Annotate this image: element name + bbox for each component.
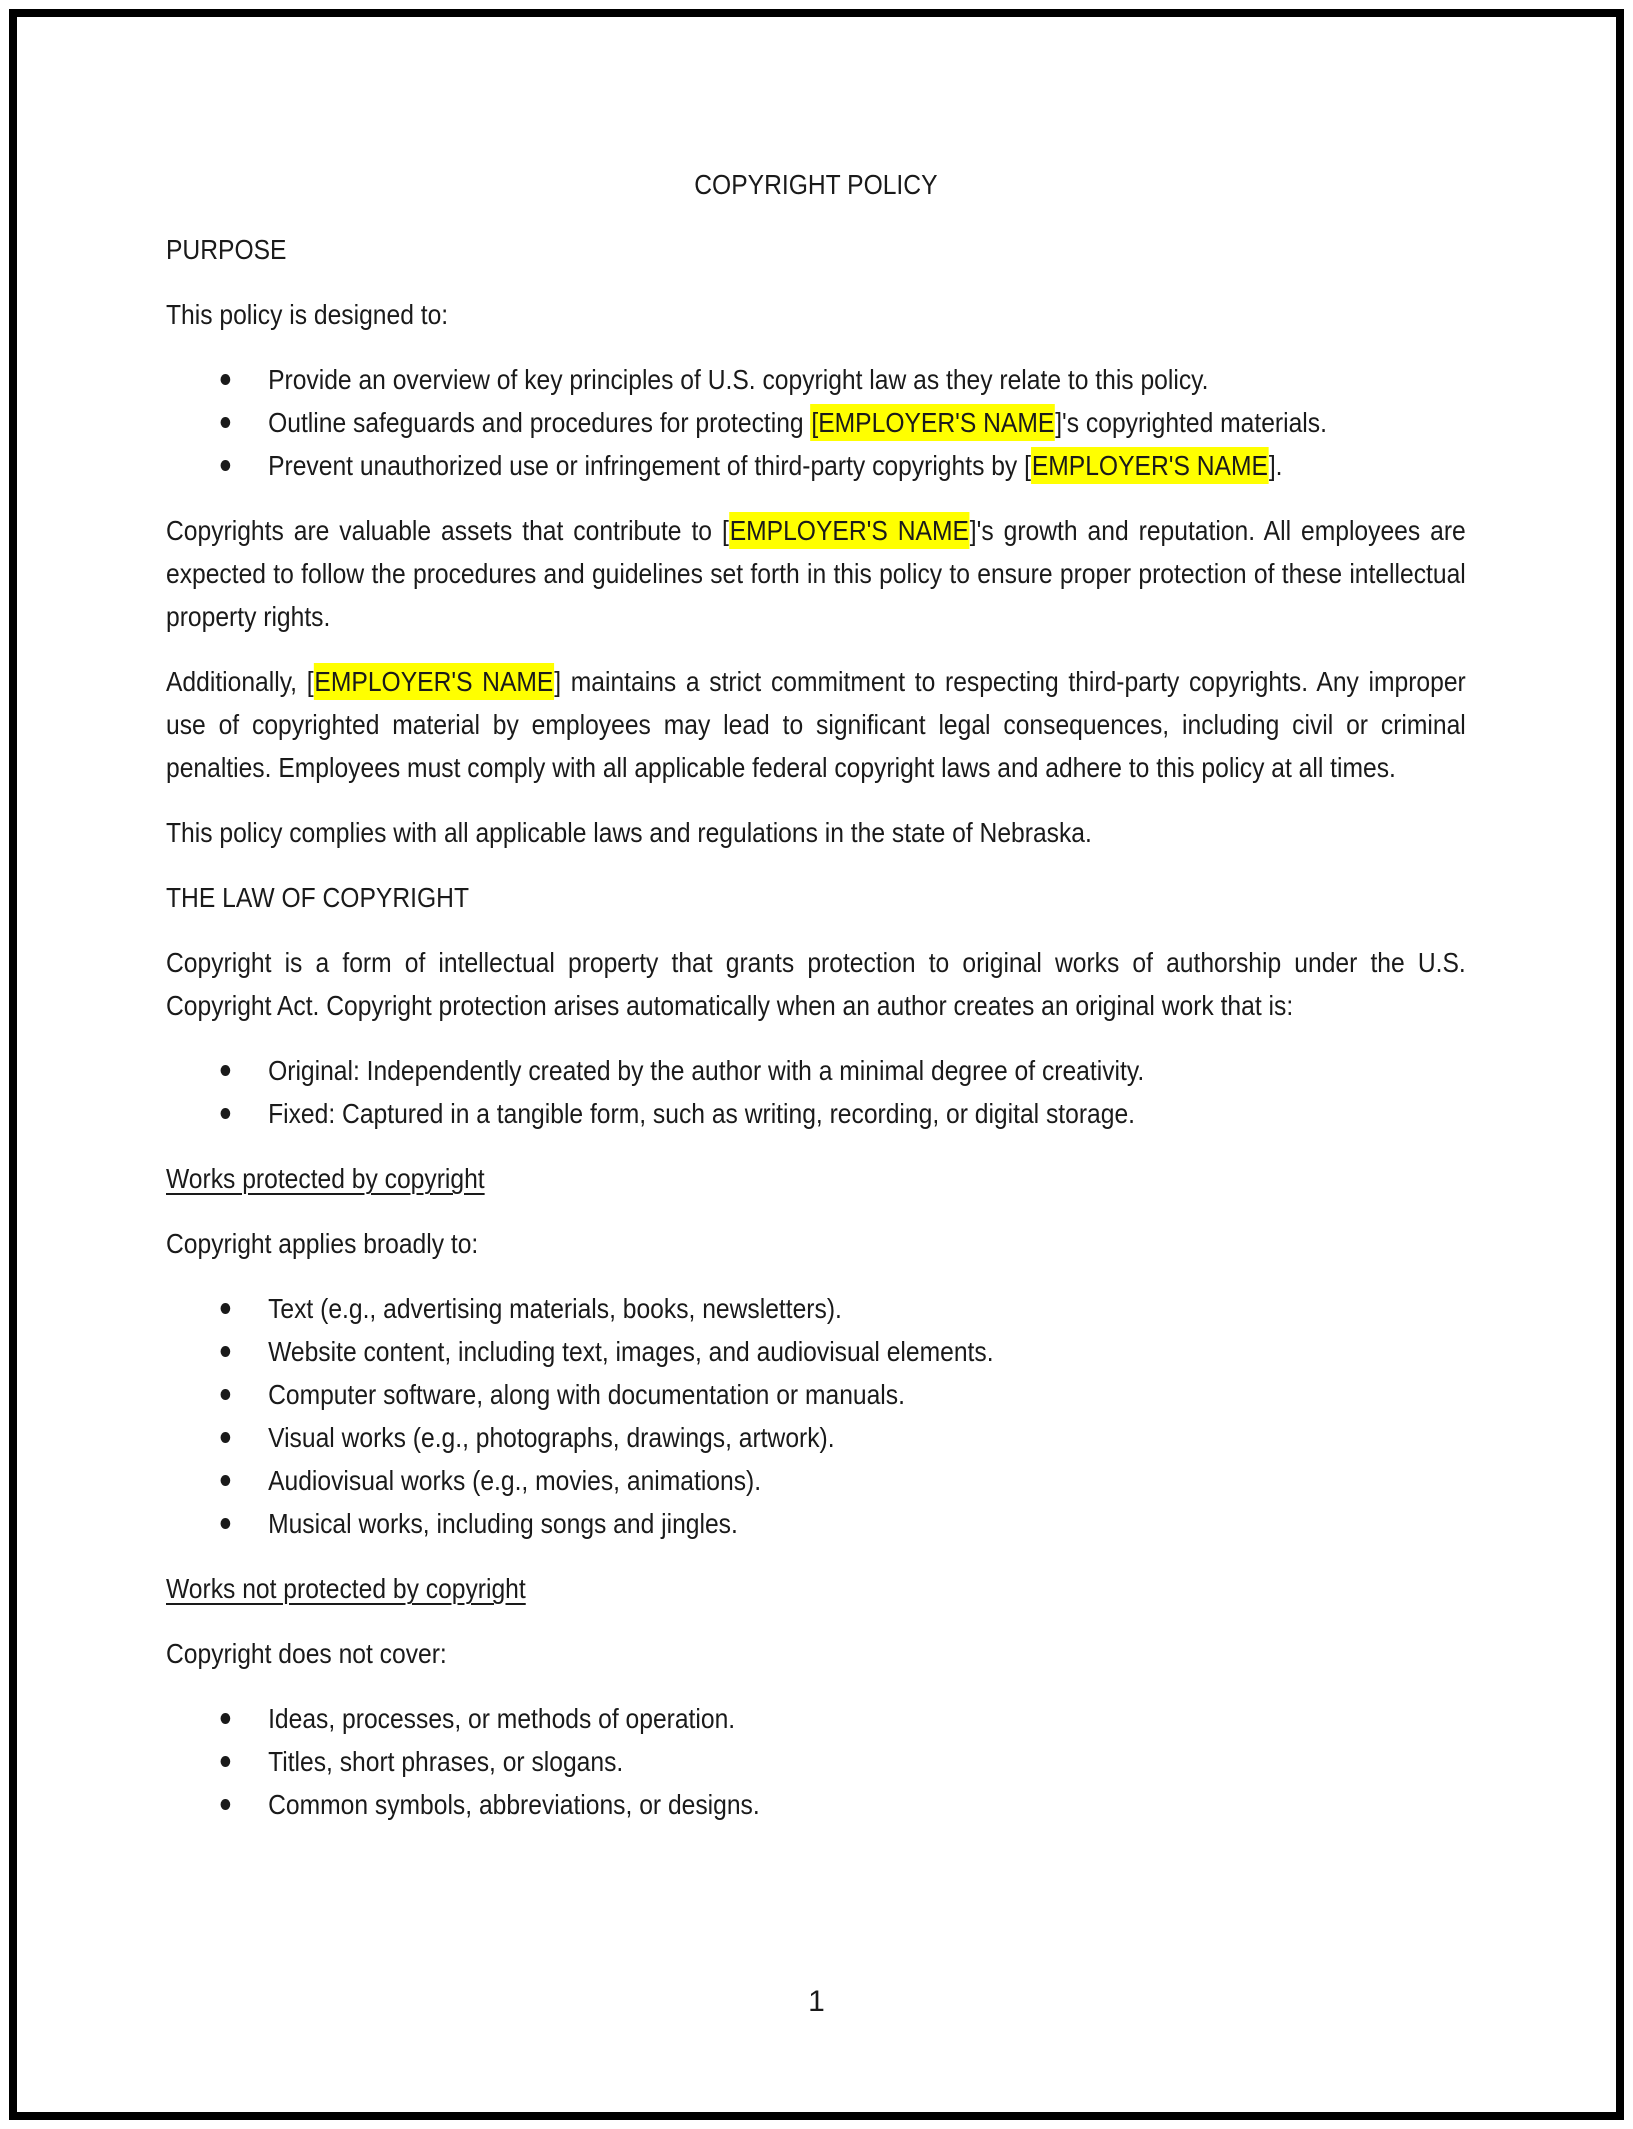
text-run: This policy is designed to: xyxy=(166,299,449,330)
text-run: Text (e.g., advertising materials, books, newsletters). xyxy=(268,1293,842,1324)
bullet-item xyxy=(166,1502,1466,1545)
subsection-heading xyxy=(166,1157,1466,1200)
text-run: THE LAW OF COPYRIGHT xyxy=(166,882,469,913)
section-heading xyxy=(166,876,1466,919)
bullet-list xyxy=(166,1287,1466,1545)
subsection-heading xyxy=(166,1567,1466,1610)
text-run: Original: Independently created by the author with a minimal degree of creativity. xyxy=(268,1055,1145,1086)
text-run: Works protected by copyright xyxy=(166,1163,485,1194)
bullet-item xyxy=(166,1697,1466,1740)
section-heading xyxy=(166,228,1466,271)
text-run: This policy complies with all applicable laws and regulations in the state of Nebraska. xyxy=(166,817,1092,848)
bullet-item xyxy=(166,1330,1466,1373)
text-run: Titles, short phrases, or slogans. xyxy=(268,1746,624,1777)
text-run: Copyrights are valuable assets that contribute to [ xyxy=(166,515,729,546)
text-run: ]. xyxy=(1268,450,1283,481)
text-run: Additionally, [ xyxy=(166,666,314,697)
text-run: Audiovisual works (e.g., movies, animations). xyxy=(268,1465,762,1496)
text-run: Common symbols, abbreviations, or designs. xyxy=(268,1789,760,1820)
text-run: COPYRIGHT POLICY xyxy=(694,169,938,200)
text-run: Copyright is a form of intellectual property that grants protection to original works of authorship under the U.S. Copyright Act. Copyright protection arises automatically when an author creates an original work that is: xyxy=(166,947,1466,1021)
text-run: ] maintains a strict commitment to respecting third-party copyrights. Any improper use of copyrighted material by employees may lead to significant legal consequences, including civil or criminal penalties. Employees must comply with all applicable federal copyright laws and adhere to this policy at all times. xyxy=(166,666,1466,783)
text-run: Ideas, processes, or methods of operation. xyxy=(268,1703,736,1734)
paragraph xyxy=(166,509,1466,638)
text-run: Computer software, along with documentation or manuals. xyxy=(268,1379,905,1410)
page-number: 1 xyxy=(808,1985,825,2018)
text-run: Website content, including text, images, and audiovisual elements. xyxy=(268,1336,994,1367)
paragraph xyxy=(166,941,1466,1027)
employer-name-highlight: [EMPLOYER'S NAME xyxy=(810,404,1055,441)
text-run: Provide an overview of key principles of U.S. copyright law as they relate to this policy. xyxy=(268,364,1209,395)
document-title xyxy=(166,163,1466,206)
text-run: Outline safeguards and procedures for protecting xyxy=(268,407,811,438)
bullet-item xyxy=(166,1416,1466,1459)
text-run: Visual works (e.g., photographs, drawings, artwork). xyxy=(268,1422,835,1453)
bullet-list xyxy=(166,358,1466,487)
document-content xyxy=(166,163,1466,1848)
paragraph xyxy=(166,293,1466,336)
text-run: Musical works, including songs and jingles. xyxy=(268,1508,738,1539)
text-run: Copyright applies broadly to: xyxy=(166,1228,479,1259)
bullet-item xyxy=(166,1459,1466,1502)
text-run: Fixed: Captured in a tangible form, such as writing, recording, or digital storage. xyxy=(268,1098,1136,1129)
text-run: ]'s copyrighted materials. xyxy=(1055,407,1327,438)
employer-name-highlight: EMPLOYER'S NAME xyxy=(729,512,970,549)
bullet-list xyxy=(166,1697,1466,1826)
employer-name-highlight: EMPLOYER'S NAME xyxy=(314,663,555,700)
text-run: Works not protected by copyright xyxy=(166,1573,526,1604)
bullet-item xyxy=(166,1092,1466,1135)
paragraph xyxy=(166,811,1466,854)
bullet-list xyxy=(166,1049,1466,1135)
employer-name-highlight: EMPLOYER'S NAME xyxy=(1031,447,1269,484)
bullet-item xyxy=(166,1740,1466,1783)
bullet-item xyxy=(166,1373,1466,1416)
bullet-item xyxy=(166,444,1466,487)
text-run: Prevent unauthorized use or infringement of third-party copyrights by [ xyxy=(268,450,1031,481)
paragraph xyxy=(166,1632,1466,1675)
text-run: ]'s growth and reputation. All employees are expected to follow the procedures and guidelines set forth in this policy to ensure proper protection of these intellectual property rights. xyxy=(166,515,1466,632)
bullet-item xyxy=(166,1287,1466,1330)
bullet-item xyxy=(166,401,1466,444)
text-run: Copyright does not cover: xyxy=(166,1638,447,1669)
bullet-item xyxy=(166,358,1466,401)
bullet-item xyxy=(166,1049,1466,1092)
paragraph xyxy=(166,1222,1466,1265)
text-run: PURPOSE xyxy=(166,234,287,265)
bullet-item xyxy=(166,1783,1466,1826)
paragraph xyxy=(166,660,1466,789)
